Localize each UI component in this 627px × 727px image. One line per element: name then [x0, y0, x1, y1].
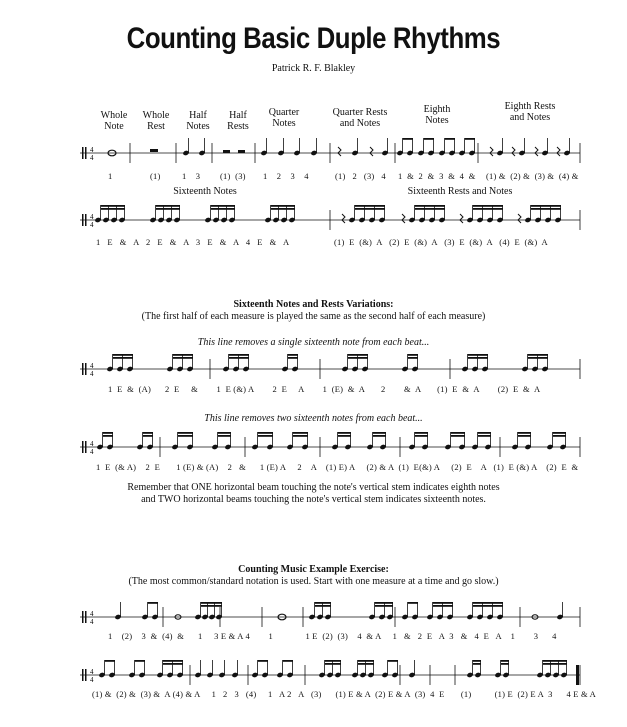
ex2-final-barline [576, 665, 579, 685]
ex1-clef-time-top: 4 [90, 610, 94, 618]
ex2-g4-beam-0 [283, 660, 293, 662]
exercise-heading: Counting Music Example Exercise: [238, 564, 389, 575]
var2-group-6-beam-0 [338, 432, 351, 434]
ex1-g1-beam-1 [201, 605, 222, 607]
beam-note: Remember that ONE horizontal beam touching the note's vertical stem indicates eighth notes and TWO horizontal beams touching the note's vertical stem indicates sixteenth notes. [127, 482, 500, 505]
var1-group-4-beam-0 [348, 354, 368, 356]
sixteenth-group-0-beam-0 [101, 205, 125, 207]
row1-label-3: Half Rests [227, 110, 249, 132]
var2-group-0-beam-1 [103, 435, 113, 437]
var1-clef [85, 363, 87, 375]
quarter-rest-2 [370, 147, 373, 156]
var2-group-10-beam-1 [478, 435, 491, 437]
ex2-g2-beam-0 [163, 660, 183, 662]
sixteenth-rest-2 [460, 214, 463, 223]
row2-counts-a: 1 E & A 2 E & A 3 E & A 4 E & A [96, 237, 290, 247]
ex2-g5-beam-1 [325, 663, 341, 665]
ex2-clef-time-top: 4 [90, 668, 94, 676]
var1-group-7-beam-1 [528, 357, 548, 359]
ex2-g3-beam-0 [258, 660, 268, 662]
var2-group-9-beam-1 [451, 435, 465, 437]
ex2-clef [85, 669, 87, 681]
sixteenth-group-2-beam-0 [211, 205, 235, 207]
var2-group-11-beam-1 [518, 435, 531, 437]
var2-group-5-beam-1 [293, 435, 308, 437]
variations-line2-counts: 1 E (& A) 2 E 1 (E) & (A) 2 & 1 (E) A 2 A (1) E) A (2) & A (1) E(&) A (2) E A (1) E (&) A (2) E & [96, 462, 579, 472]
row1-label-2: Half Notes [186, 110, 210, 132]
row2-clef [85, 214, 87, 226]
var2-group-2-beam-1 [178, 435, 193, 437]
variations-line1-counts: 1 E & (A) 2 E & 1 E (&) A 2 E A 1 (E) & A 2 & A (1) E & A (2) E & A [108, 384, 541, 394]
ex2-g7-beam-0 [388, 660, 398, 662]
exercise-subheading: (The most common/standard notation is used. Start with one measure at a time and go slow.) [128, 576, 499, 587]
ex2-g10-beam-1 [543, 663, 567, 665]
var1-group-0-beam-0 [113, 354, 133, 356]
variations-line2-caption: This line removes two sixteenth notes from each beat... [204, 413, 423, 424]
sixteenth-group-3-beam-1 [271, 208, 295, 210]
ex1-g2-beam-0 [315, 602, 331, 604]
eighth-b-beam-0 [424, 138, 434, 140]
ex2-clef [82, 669, 84, 681]
exercise-line1-counts: 1 (2) 3 & (4) & 1 3 E & A 4 1 1 E (2) (3) 4 & A 1 & 2 E A 3 & 4 E A 1 3 4 [108, 631, 557, 641]
var1-group-5-beam-1 [408, 357, 418, 359]
sixteenth-rest-0 [342, 214, 345, 223]
half-rest-2 [238, 150, 245, 153]
ex2-clef-time-bottom: 4 [90, 676, 94, 684]
row2-counts-b: (1) E (&) A (2) E (&) A (3) E (&) A (4) E (&) A [334, 237, 548, 247]
row1-count-1: (1) [150, 171, 161, 181]
page-title: Counting Basic Duple Rhythms [126, 22, 501, 55]
var2-group-12-beam-0 [553, 432, 566, 434]
eighth-rest-2 [535, 147, 538, 156]
var1-group-3-beam-0 [288, 354, 298, 356]
ex2-g8-beam-0 [473, 660, 481, 662]
sixteenth-group-1-beam-0 [156, 205, 180, 207]
var2-group-12-beam-1 [553, 435, 566, 437]
var2-group-4-beam-1 [258, 435, 273, 437]
var2-group-3-beam-1 [218, 435, 231, 437]
eighth-rest-3 [557, 147, 560, 156]
row1-count-7: (1) & (2) & (3) & (4) & [486, 171, 579, 181]
row1-count-2: 1 3 [182, 171, 201, 181]
sixteenth-rgroup-1-beam-1 [415, 208, 445, 210]
ex1-g1-beam-0 [201, 602, 222, 604]
var1-group-4-beam-1 [348, 357, 368, 359]
ex2-g9-beam-0 [501, 660, 509, 662]
ex1-g3-beam-1 [375, 605, 393, 607]
var2-group-10-beam-0 [478, 432, 491, 434]
var1-group-2-beam-0 [229, 354, 249, 356]
ex2-g8-beam-1 [473, 663, 481, 665]
row1-clef [85, 147, 87, 159]
sixteenth-notes-label: Sixteenth Notes [173, 186, 237, 197]
var1-group-3-beam-1 [288, 357, 298, 359]
var2-group-3-beam-0 [218, 432, 231, 434]
sixteenth-rgroup-1-beam-0 [415, 205, 445, 207]
ex1-g2-beam-1 [315, 605, 331, 607]
author: Patrick R. F. Blakley [271, 63, 356, 74]
eighth-a-beam-0 [403, 138, 413, 140]
ex1-g5-beam-1 [433, 605, 453, 607]
ex2-g10-beam-0 [543, 660, 567, 662]
var2-clef-time-top: 4 [90, 440, 94, 448]
row2-clef [82, 214, 84, 226]
eighth-rest-0 [490, 147, 493, 156]
var1-clef-time-top: 4 [90, 362, 94, 370]
var2-group-1-beam-1 [143, 435, 153, 437]
row1-label-1: Whole Rest [142, 110, 170, 132]
var2-group-5-beam-0 [293, 432, 308, 434]
row1-count-4: 1 2 3 4 [263, 171, 309, 181]
sixteenth-rgroup-2-beam-0 [473, 205, 503, 207]
ex2-g6-beam-1 [358, 663, 374, 665]
var2-clef-time-bottom: 4 [90, 448, 94, 456]
ex1-g6-beam-1 [473, 605, 503, 607]
sixteenth-rgroup-3-beam-0 [531, 205, 561, 207]
var2-group-1-beam-0 [143, 432, 153, 434]
var2-group-7-beam-0 [373, 432, 386, 434]
sixteenth-rgroup-0-beam-1 [355, 208, 385, 210]
ex1-g4-beam-0 [408, 602, 418, 604]
var1-group-1-beam-1 [173, 357, 193, 359]
eighth-d-beam-0 [465, 138, 475, 140]
var2-group-6-beam-1 [338, 435, 351, 437]
row1-clef-time-bottom: 4 [90, 154, 94, 162]
ex2-g9-beam-1 [501, 663, 509, 665]
var1-group-7-beam-0 [528, 354, 548, 356]
sixteenth-rest-1 [402, 214, 405, 223]
var1-clef-time-bottom: 4 [90, 370, 94, 378]
var2-group-8-beam-0 [415, 432, 428, 434]
row1-count-5: (1) 2 (3) 4 [335, 171, 386, 181]
var1-group-1-beam-0 [173, 354, 193, 356]
eighth-rest-1 [512, 147, 515, 156]
sixteenth-rest-3 [518, 214, 521, 223]
ex1-clef-time-bottom: 4 [90, 618, 94, 626]
sixteenth-group-0-beam-1 [101, 208, 125, 210]
ex1-g5-beam-0 [433, 602, 453, 604]
eighth-c-beam-0 [445, 138, 455, 140]
var1-clef [82, 363, 84, 375]
var2-group-7-beam-1 [373, 435, 386, 437]
var2-group-4-beam-0 [258, 432, 273, 434]
ex1-g0-beam-0 [148, 602, 158, 604]
row1-label-7: Eighth Rests and Notes [504, 101, 556, 123]
var2-group-0-beam-0 [103, 432, 113, 434]
variations-subheading: (The first half of each measure is played the same as the second half of each measure) [141, 311, 486, 322]
ex2-g1-beam-0 [135, 660, 145, 662]
row1-clef-time-top: 4 [90, 146, 94, 154]
row2-clef-time-top: 4 [90, 213, 94, 221]
variations-heading: Sixteenth Notes and Rests Variations: [233, 299, 394, 310]
row1-label-5: Quarter Rests and Notes [332, 107, 388, 129]
var2-clef [85, 441, 87, 453]
ex1-g3-beam-0 [375, 602, 393, 604]
row1-label-0: Whole Note [100, 110, 128, 132]
sixteenth-rgroup-3-beam-1 [531, 208, 561, 210]
half-rest-1 [223, 150, 230, 153]
var1-group-5-beam-0 [408, 354, 418, 356]
whole-rest [150, 149, 158, 152]
row1-count-3: (1) (3) [220, 171, 246, 181]
row2-clef-time-bottom: 4 [90, 221, 94, 229]
var2-group-9-beam-0 [451, 432, 465, 434]
row1-label-6: Eighth Notes [423, 104, 451, 126]
var2-group-8-beam-1 [415, 435, 428, 437]
exercise-line2-counts: (1) & (2) & (3) & A (4) & A 1 2 3 (4) 1 A 2 A (3) (1) E & A (2) E & A (3) 4 E (1) (1) E (2) E A 3 4 E & A [92, 689, 596, 699]
var2-clef [82, 441, 84, 453]
sixteenth-group-2-beam-1 [211, 208, 235, 210]
var1-group-6-beam-0 [468, 354, 488, 356]
ex2-g0-beam-0 [105, 660, 115, 662]
var1-group-2-beam-1 [229, 357, 249, 359]
var1-group-0-beam-1 [113, 357, 133, 359]
sixteenth-group-1-beam-1 [156, 208, 180, 210]
row1-label-4: Quarter Notes [268, 107, 300, 129]
quarter-rest-1 [338, 147, 341, 156]
ex1-g6-beam-0 [473, 602, 503, 604]
var2-group-2-beam-0 [178, 432, 193, 434]
var1-group-6-beam-1 [468, 357, 488, 359]
sixteenth-rests-label: Sixteenth Rests and Notes [407, 186, 513, 197]
var2-group-11-beam-0 [518, 432, 531, 434]
ex2-g6-beam-0 [358, 660, 374, 662]
sixteenth-rgroup-2-beam-1 [473, 208, 503, 210]
variations-line1-caption: This line removes a single sixteenth note from each beat... [197, 337, 430, 348]
ex2-g5-beam-0 [325, 660, 341, 662]
sixteenth-group-3-beam-0 [271, 205, 295, 207]
row1-count-0: 1 [108, 171, 113, 181]
ex2-g2-beam-1 [163, 663, 183, 665]
row1-clef [82, 147, 84, 159]
ex1-clef [85, 611, 87, 623]
ex1-clef [82, 611, 84, 623]
sixteenth-rgroup-0-beam-0 [355, 205, 385, 207]
row1-count-6: 1 & 2 & 3 & 4 & [398, 171, 476, 181]
